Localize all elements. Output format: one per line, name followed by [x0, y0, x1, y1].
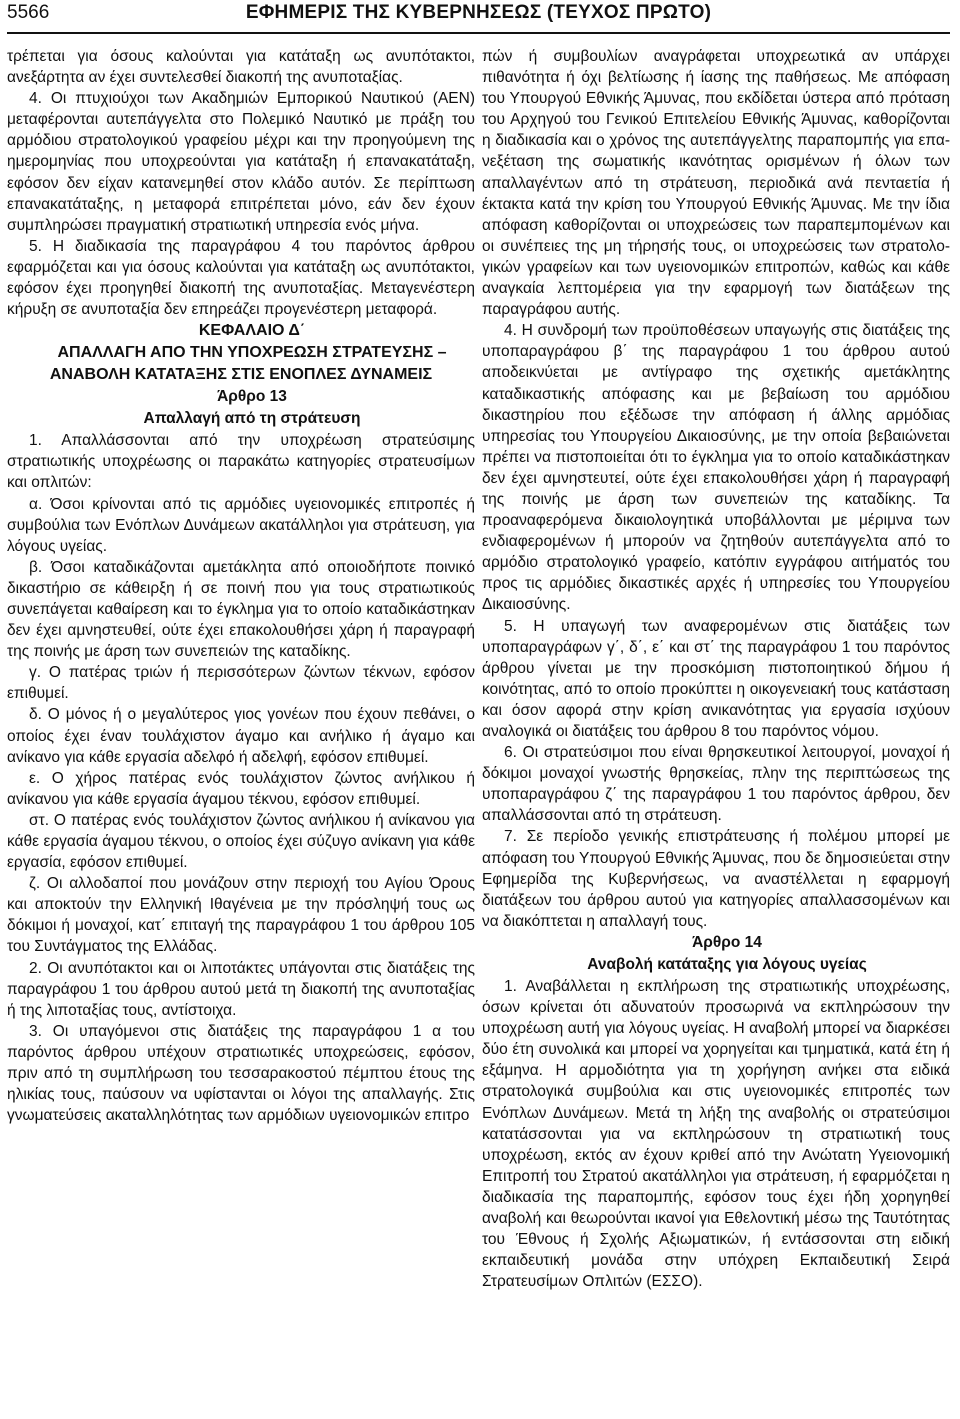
article-13-item-e: ε. Ο χήρος πατέρας ενός τουλάχιστον ζώντος ανήλικου ή ανίκανου για κάθε εργασία άγαμου τέκνου, εφόσον επιθυμεί.	[7, 769, 475, 808]
paragraph-continued: τρέπεται για όσους καλούνται για κατάταξη ως ανυπότακτοι, ανεξάρτητα αν έχει συντελεσθεί διακοπή της ανυποταξίας.	[7, 48, 475, 87]
page-header	[7, 0, 950, 34]
article-13-item-a: α. Όσοι κρίνονται από τις αρμόδιες υγειονομικές επιτροπές ή συμβούλια των Ενόπλων Δυνάμεων ακατάλληλοι για στράτευση, για λόγους υγείας.	[7, 495, 475, 555]
article-14-number: Άρθρο 14	[692, 933, 762, 951]
chapter-heading: ΚΕΦΑΛΑΙΟ Δ΄	[198, 322, 306, 340]
article-13-title: Απαλλαγή από τη στράτευση	[143, 410, 361, 428]
gazette-title: ΕΦΗΜΕΡΙΣ ΤΗΣ ΚΥΒΕΡΝΗΣΕΩΣ (ΤΕΥΧΟΣ ΠΡΩΤΟ)	[245, 2, 712, 23]
article-13-number: Άρθρο 13	[217, 388, 287, 406]
article-13-paragraph-6: 6. Οι στρατεύσιμοι που είναι θρησκευτικοί λειτουργοί, μοναχοί ή δόκιμοι μοναχοί γνωστής θρησκείας, πλην της περιπτώσεως της υποπαραγράφου ζ΄ της παραγράφου 1 του παρόντος άρθρου, δεν απαλλάσσονται από τη στράτευση.	[482, 744, 950, 825]
article-13-item-d: δ. Ο μόνος ή ο μεγαλύτερος γιος γονέων που έχουν πεθάνει, ο οποίος έχει έναν τουλάχιστον άγαμο και ανήλικο ή άγαμο και ανίκανο για κάθε εργασία αδελφό ή αδελφή, εφόσον επιθυμεί.	[7, 706, 475, 766]
article-13-item-c: γ. Ο πατέρας τριών ή περισσότερων ζώντων τέκνων, εφόσον επιθυμεί.	[7, 664, 475, 703]
article-13-item-z: ζ. Οι αλλοδαποί που μονάζουν στην περιοχή του Αγίου Όρους και αποκτούν την Ελληνική Ιθαγένεια με την πρόσληψή τους ως δόκιμοι ή μοναχοί, κατ΄ επιταγή της παραγράφου 1 του άρθρου 105 του Συντάγματος της Ελλάδας.	[7, 875, 475, 956]
page-number: 5566	[7, 2, 50, 23]
article-13-item-b: β. Όσοι καταδικάζονται αμετάκλητα από οποιοδήποτε ποινικό δικαστήριο σε κάθειρξη ή σε ποινή που για τους στρατιωτικούς συνεπάγεται καθαίρεση και το έγκλημα για το οποίο καταδικάστηκαν δεν έχει αμνηστευθεί, ούτε έχει επακολουθήσει χάρη ή παραγραφή της ποινής με άρση των συνεπειών της καταδίκης.	[7, 558, 475, 661]
paragraph-4: 4. Οι πτυχιούχοι των Ακαδημιών Εμπορικού Ναυτικού (ΑΕΝ) μεταφέρονται αυτεπάγγελτα στο Πολεμικό Ναυτικό με πράξη του αρμόδιου στρατολογικού γραφείου μέχρι και την προηγούμενη της ημερομηνίας που υποχρεούνται για κατάταξη ή επανακατάταξη, εφόσον δεν είχαν κατανεμηθεί στον κλάδο αυτόν. Σε περίπτωση επανακατάταξης, η μεταφορά επιτρέπεται μόνο, εάν δεν έχουν συμπληρώσει πραγματική στρατιωτική υπηρεσία ενός μήνα.	[7, 90, 475, 234]
article-13-paragraph-3: 3. Οι υπαγόμενοι στις διατάξεις της παραγράφου 1 α του παρόντος άρθρου υπέχουν στρατιωτικές υποχρεώσεις, εφόσον, πριν από τη συμπλήρωση του τεσσαρακοστού πέμπτου έτους της ηλικίας τους, παύσουν να υφίστανται οι λόγοι της απαλλαγής. Στις γνωματεύσεις ακαταλληλότητας των αρμόδιων υγειονομικών επιτρο	[7, 1022, 475, 1125]
article-14-paragraph-1: 1. Αναβάλλεται η εκπλήρωση της στρατιωτικής υποχρέωσης, όσων κρίνεται ότι αδυνατούν προσωρινά να εκπληρώσουν την υποχρέωση αυτή για λόγους υγείας. Η αναβολή μπορεί να διαρκέσει δύο έτη συνολικά και μπορεί να χορηγείται και τμηματικά, κατά έτη ή εξάμηνα. Η αρμοδιότητα για τη χορήγηση ανήκει στα ειδικά στρατολογικά συμβούλια και στις υγειονομικές επιτροπές των Ενόπλων Δυνάμεων. Μετά τη λήξη της αναβολής οι στρατεύσιμοι κατατάσσονται για να εκπληρώσουν τη στρατιωτική τους υποχρέωση, εκτός αν έχουν κριθεί από την Ανώτατη Υγειονομική Επιτροπή του Στρατού ακατάλληλοι για στράτευση, ή εφαρμόζεται η διαδικασία της παραπομπής, εφόσον τους έχει ήδη χορηγηθεί αναβολή και θεωρούνται ικανοί για Εθελοντική μέσω της Ταυτότητας του Έθνους ή Σχολής Αξιωματικών, ή εντάσσονται στη ειδική εκπαιδευτική μονάδα στην υπόχρεη Εκπαιδευτική Σειρά Στρατευσίμων Οπλιτών (ΕΣΣΟ).	[482, 977, 950, 1291]
article-13-paragraph-7: 7. Σε περίοδο γενικής επιστράτευσης ή πολέμου μπορεί με απόφαση του Υπουργού Εθνικής Άμυνας, που δε δημοσιεύεται στην Εφημερίδα της Κυβερνήσεως, να αναστέλλεται η εφαρμογή διατάξεων του άρθρου αυτού για κατηγορίες απαλλασσομένων και να διακόπτεται η απαλλαγή τους.	[482, 828, 950, 930]
article-13-paragraph-4: 4. Η συνδρομή των προϋποθέσεων υπαγωγής στις διατάξεις της υποπαραγράφου β΄ της παραγράφου 1 του άρθρου αυτού αποδεικνύεται με αντίγραφο της σχετικής αμετάκλητης καταδικαστικής απόφασης και με βεβαίωση του αρμόδιου δικαστηρίου που εξέδωσε την απόφαση ή άλλης αρμόδιας υπηρεσίας του Υπουργείου Δικαιοσύνης, με την οποία βεβαιώνεται πρέπει να πιστοποιείται ότι το έγκλημα για το οποίο καταδικάστηκαν δεν έχει αμνηστευτεί, ούτε έχει επακολουθήσει χάρη ή παραγραφή της ποινής με άρση των συνεπειών της καταδίκης. Τα προαναφερόμενα δικαιολογητικά υποβάλλονται με μέριμνα των ενδιαφερομένων ή μπορούν να ζητηθούν αυτεπάγγελτα από το αρμόδιο στρατολογικό γραφείο, κατόπιν εγγράφου αιτήματός του προς τις αρμόδιες δικαστικές αρχές ή υπηρεσίες του Υπουργείου Δικαιοσύνης.	[482, 322, 950, 614]
chapter-title: ΑΠΑΛΛΑΓΗ ΑΠΟ ΤΗΝ ΥΠΟΧΡΕΩΣΗ ΣΤΡΑΤΕΥΣΗΣ – ΑΝΑΒΟΛΗ ΚΑΤΑΤΑΞΗΣ ΣΤΙΣ ΕΝΟΠΛΕΣ ΔΥΝΑΜΕΙΣ	[49, 344, 447, 384]
article-13-paragraph-1: 1. Απαλλάσσονται από την υποχρέωση στρατεύσιμης στρατιωτικής υποχρέωσης οι παρακάτω κατηγορίες στρατευσίμων και οπλιτών:	[7, 432, 475, 492]
article-13-paragraph-2: 2. Οι ανυπότακτοι και οι λιποτάκτες υπάγονται στις διατάξεις της παραγράφου 1 του άρθρου αυτού μετά τη διακοπή της ανυποταξίας ή της λιποταξίας τους, αντίστοιχα.	[7, 959, 475, 1019]
paragraph-5: 5. Η διαδικασία της παραγράφου 4 του παρόντος άρθρου εφαρμόζεται και για όσους καλούνται για κατάταξη ως ανυπότακτοι, εφόσον έχει προηγηθεί διακοπή της ανυποταξίας. Μεταγενέστερη κήρυξη σε ανυποταξία δεν επηρεάζει προγενέστερη μεταφορά.	[7, 237, 475, 319]
text-columns	[7, 46, 950, 1292]
article-14-title: Αναβολή κατάταξης για λόγους υγείας	[587, 955, 867, 973]
right-column	[482, 46, 950, 1292]
left-column	[7, 46, 475, 1292]
article-13-paragraph-5: 5. Η υπαγωγή των αναφερομένων στις διατάξεις των υποπαραγράφων γ΄, δ΄, ε΄ και στ΄ της παραγράφου 1 του παρόντος άρθρου γίνεται με την προσκόμιση πιστοποιητικού δήμου ή κοινότητας, από το οποίο προκύπτει η οικογενειακή τους κατάσταση και όσον αφορά στην κρίση ανικανότητας για εργασία ισχύουν αναλογικά οι διατάξεις του άρθρου 8 του παρόντος νόμου.	[482, 617, 950, 740]
article-13-item-st: στ. Ο πατέρας ενός τουλάχιστον ζώντος ανήλικου ή ανίκανου για κάθε εργασία άγαμου τέκνου, ο οποίος έχει σύζυγο ανίκανη για κάθε εργασία, εφόσον επιθυμεί.	[7, 811, 475, 872]
paragraph-continued-right: πών ή συμβουλίων αναγράφεται υποχρεωτικά αν υπάρχει πιθανότητα ή όχι βελτίωσης ή ίασης της παθήσεως. Με απόφαση του Υπουργού Εθνικής Άμυνας, που εκδίδεται ύστερα από πρόταση του Αρχηγού του Γενικού Επιτελείου Εθνικής Άμυνας, καθορίζονται η διαδικασία και ο χρόνος της αυτεπάγγελτης παραπομπής για επανεξέταση της σωματικής ικανότητας ορισμένων ή όλων των απαλλαγέντων από τη στράτευση, περιοδικά ανά πενταετία ή έκτακτα κατά την κρίση του Υπουργού Εθνικής Άμυνας. Με την ίδια απόφαση καθορίζονται οι υποχρεώσεις των παραπεμπομένων και οι συνέπειες της μη τήρησής τους, οι υποχρεώσεις των στρατολογικών γραφείων και των υγειονομικών επιτροπών, καθώς και κάθε αναγκαία λεπτομέρεια για την εφαρμογή των διατάξεων της παραγράφου αυτής.	[482, 48, 950, 319]
